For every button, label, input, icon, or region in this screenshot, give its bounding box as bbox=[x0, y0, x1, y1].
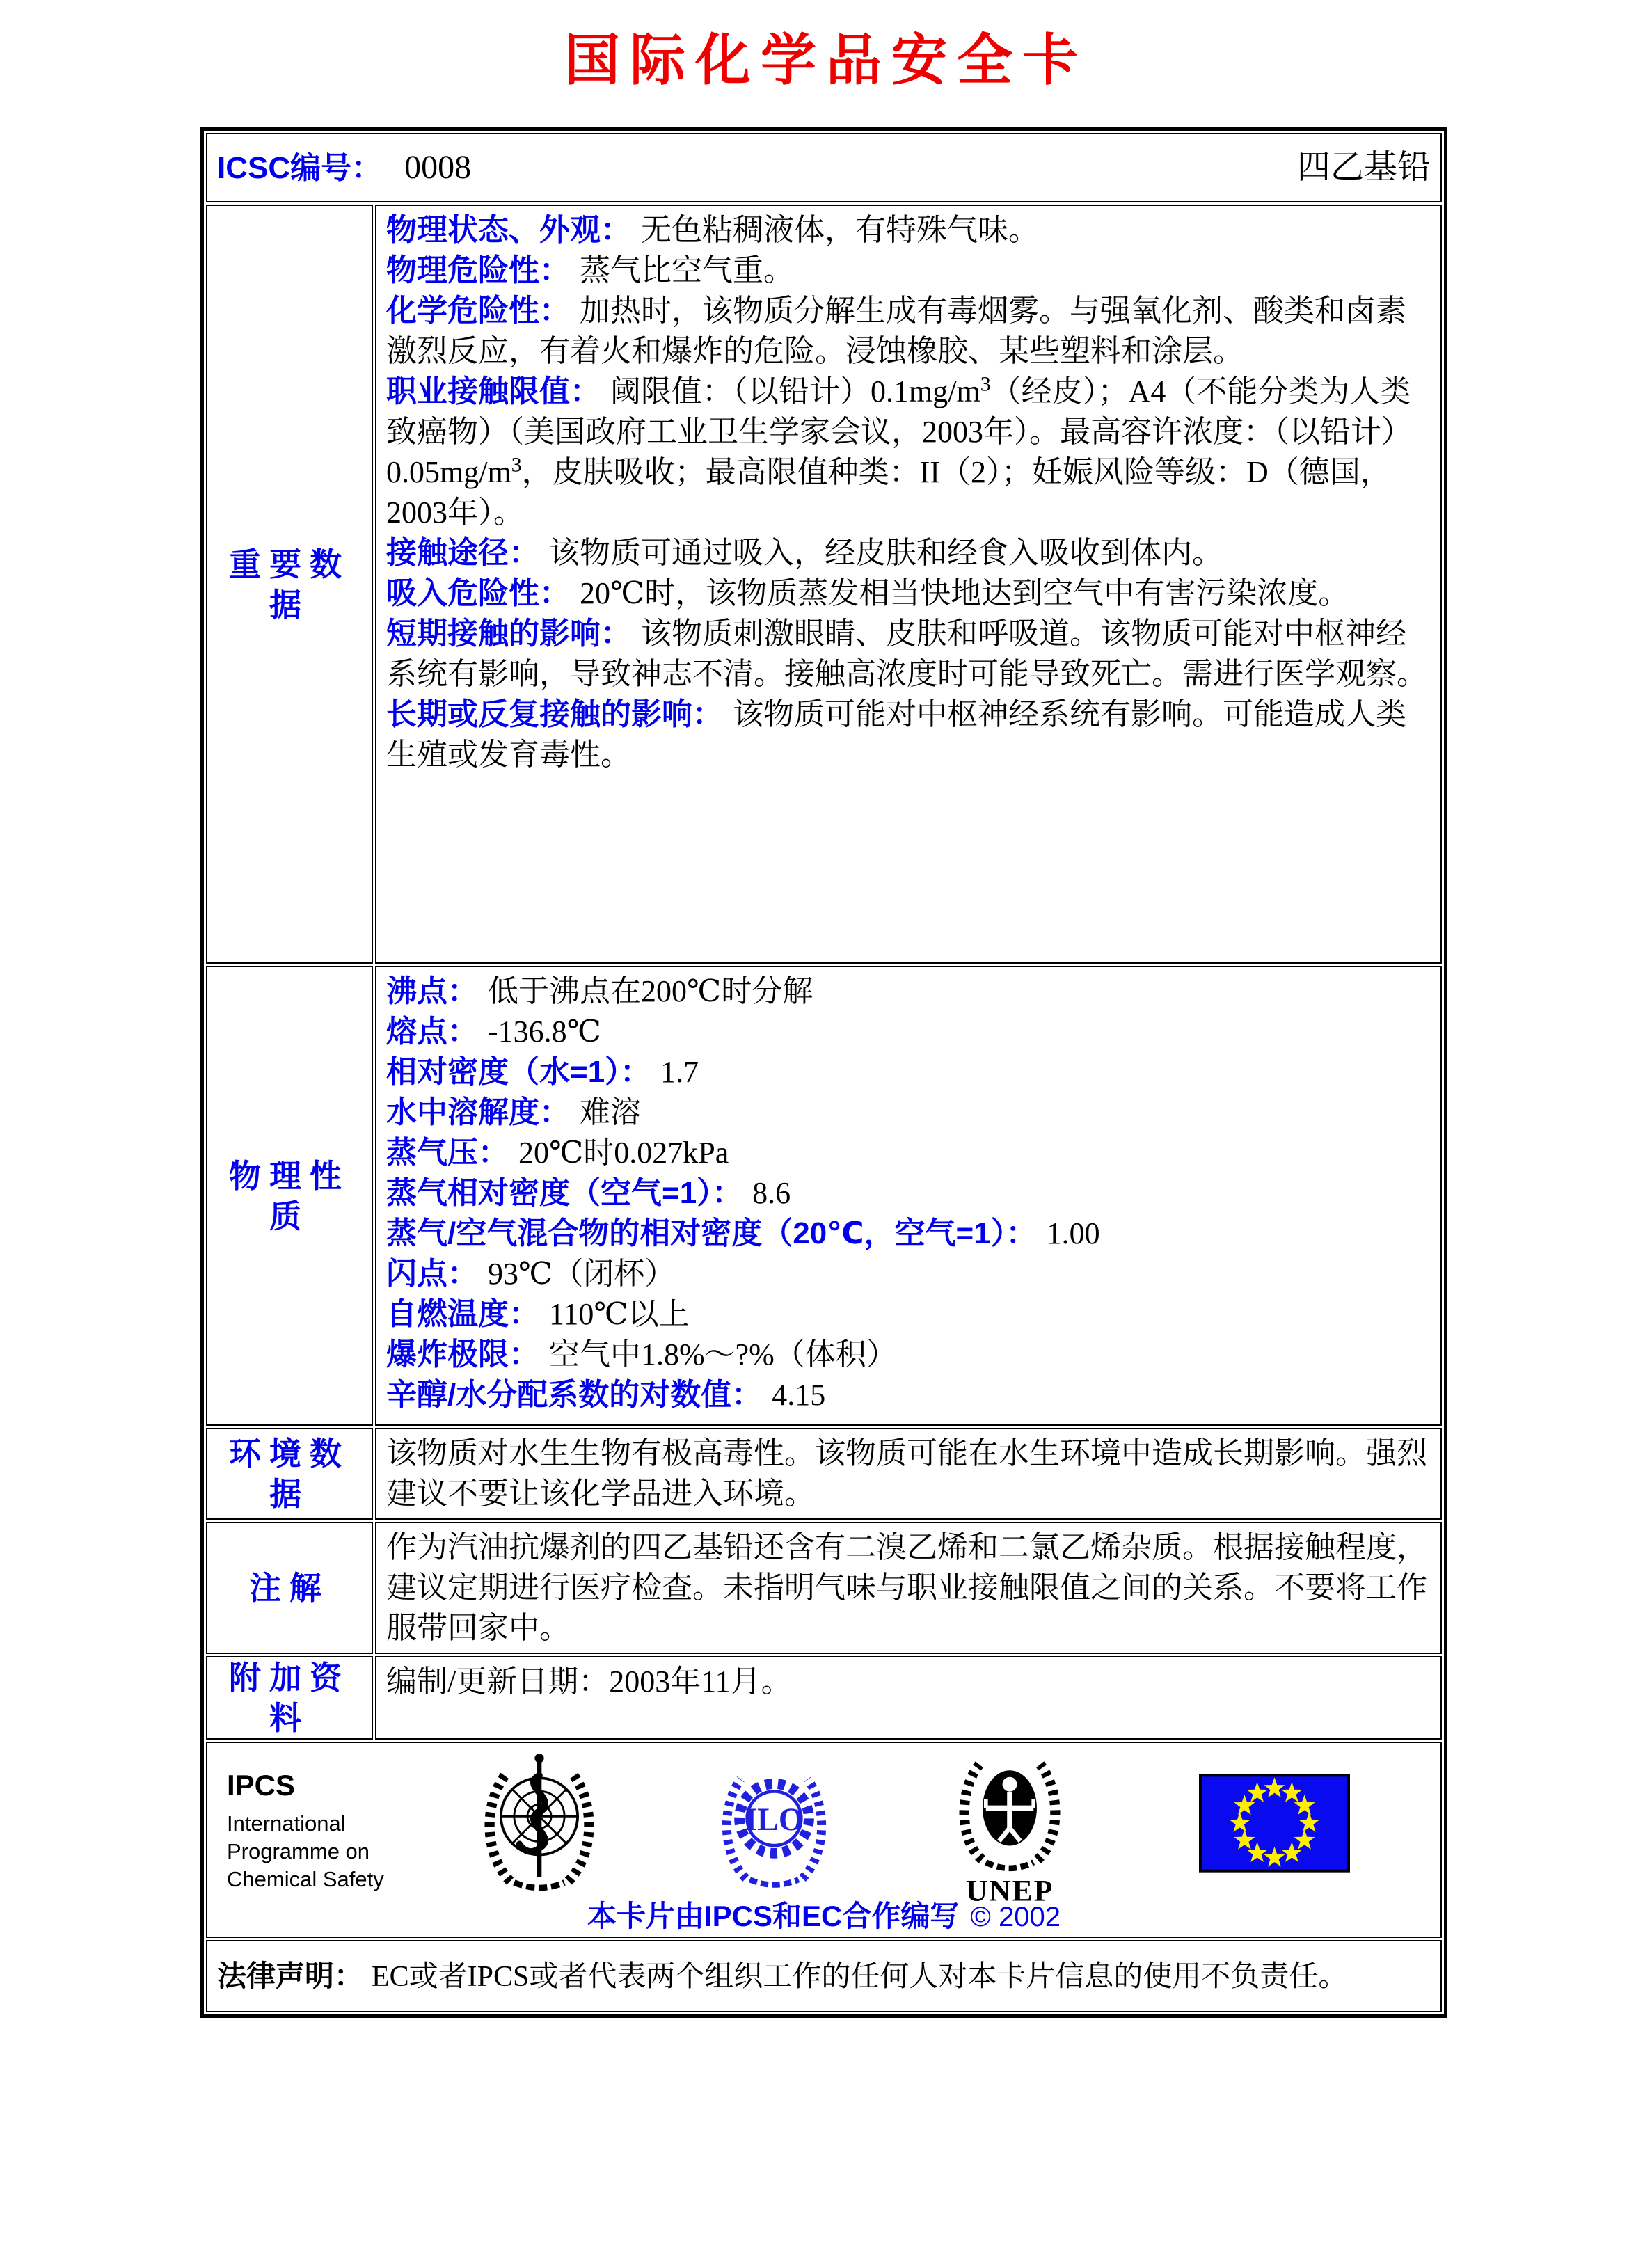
field-value: 93℃（闭杯） bbox=[488, 1257, 676, 1291]
legal-row bbox=[206, 1940, 1442, 2012]
field-value: 该物质可能对中枢神经系统有影响。可能造成人类生殖或发育毒性。 bbox=[386, 697, 1406, 772]
field-label: 吸入危险性： bbox=[386, 576, 570, 610]
field-value: 4.15 bbox=[772, 1378, 826, 1412]
field-label: 职业接触限值： bbox=[386, 374, 601, 408]
field-physical-state bbox=[386, 210, 1431, 251]
field-value: 加热时，该物质分解生成有毒烟雾。与强氧化剂、酸类和卤素激烈反应，有着火和爆炸的危险。浸蚀橡胶、某些塑料和涂层。 bbox=[386, 294, 1406, 368]
field-label: 自燃温度： bbox=[386, 1297, 539, 1331]
field-vapour-air-mixture-density bbox=[386, 1214, 1431, 1254]
ipcs-acronym: IPCS bbox=[227, 1769, 296, 1802]
field-value: -136.8℃ bbox=[488, 1015, 601, 1049]
icsc-card-table bbox=[200, 127, 1447, 2018]
field-label: 短期接触的影响： bbox=[386, 617, 631, 651]
important-data-row bbox=[206, 205, 1442, 964]
important-data-content bbox=[375, 205, 1442, 964]
field-value: 110℃以上 bbox=[549, 1297, 690, 1331]
icsc-number-value: 0008 bbox=[404, 148, 472, 186]
field-routes-of-exposure bbox=[386, 533, 1431, 573]
environmental-data-row bbox=[206, 1428, 1442, 1520]
field-value: 该物质刺激眼睛、皮肤和呼吸道。该物质可能对中枢神经系统有影响，导致神志不清。接触高浓度时可能导致死亡。需进行医学观察。 bbox=[386, 617, 1427, 691]
section-label-additional-info: 附加资料 bbox=[206, 1656, 373, 1740]
field-label: 辛醇/水分配系数的对数值： bbox=[386, 1378, 763, 1412]
ipcs-text-block bbox=[227, 1768, 384, 1893]
field-label: 相对密度（水=1）： bbox=[386, 1055, 651, 1089]
field-value: 1.7 bbox=[660, 1055, 699, 1089]
field-value: 阈限值：（以铅计）$0.1mg/m^3$（经皮）；A4（不能分类为人类致癌物）（美国政府工业卫生学家会议，2003年）。最高容许浓度：（以铅计）$0.05mg/m^3$，皮肤吸收；最高限值种类：II（2）；妊娠风险等级：D（德国，2003年）。 bbox=[386, 372, 1412, 530]
field-octanol-water-partition bbox=[386, 1375, 1431, 1415]
field-value: 2003年11月。 bbox=[609, 1664, 792, 1699]
section-label-physical-properties: 物理性质 bbox=[206, 966, 373, 1426]
field-label: 蒸气压： bbox=[386, 1136, 509, 1170]
field-label: 编制/更新日期： bbox=[386, 1664, 610, 1699]
field-update-date bbox=[386, 1662, 1431, 1702]
field-value: 1.00 bbox=[1046, 1216, 1100, 1250]
legal-notice-text: EC或者IPCS或者代表两个组织工作的任何人对本卡片信息的使用不负责任。 bbox=[372, 1960, 1348, 1993]
physical-properties-content bbox=[375, 966, 1442, 1426]
header-cell bbox=[206, 133, 1442, 202]
ipcs-line: Programme on bbox=[227, 1839, 370, 1863]
icsc-number-group bbox=[217, 148, 471, 189]
legal-notice bbox=[206, 1940, 1442, 2012]
field-label: 蒸气相对密度（空气=1）： bbox=[386, 1176, 743, 1210]
field-long-term-effects bbox=[386, 694, 1431, 775]
environmental-data-content bbox=[375, 1428, 1442, 1520]
field-occupational-exposure-limits bbox=[386, 372, 1431, 533]
field-label: 物理危险性： bbox=[386, 253, 570, 287]
field-value: 8.6 bbox=[752, 1176, 791, 1210]
field-label: 爆炸极限： bbox=[386, 1337, 539, 1372]
field-label: 化学危险性： bbox=[386, 294, 570, 328]
field-value: 难溶 bbox=[580, 1095, 641, 1129]
page-title: 国际化学品安全卡 bbox=[564, 29, 1088, 91]
field-chemical-dangers bbox=[386, 291, 1431, 372]
unep-caption: UNEP bbox=[965, 1874, 1054, 1906]
who-emblem-icon bbox=[473, 1750, 605, 1893]
additional-info-content bbox=[375, 1656, 1442, 1740]
unep-emblem-icon bbox=[944, 1747, 1076, 1906]
field-value: 20℃时，该物质蒸发相当快地达到空气中有害污染浓度。 bbox=[580, 576, 1349, 610]
field-label: 熔点： bbox=[386, 1015, 478, 1049]
additional-info-row bbox=[206, 1656, 1442, 1740]
section-label-notes: 注解 bbox=[206, 1522, 373, 1654]
field-relative-density bbox=[386, 1052, 1431, 1092]
field-label: 接触途径： bbox=[386, 536, 539, 570]
logos-row bbox=[206, 1742, 1442, 1938]
icsc-number-label: ICSC编号： bbox=[217, 150, 383, 185]
field-value: 蒸气比空气重。 bbox=[580, 253, 794, 287]
field-short-term-effects bbox=[386, 614, 1431, 694]
field-label: 长期或反复接触的影响： bbox=[386, 697, 723, 731]
field-label: 水中溶解度： bbox=[386, 1095, 570, 1129]
field-value: 无色粘稠液体，有特殊气味。 bbox=[641, 213, 1039, 247]
copyright-text: © 2002 bbox=[970, 1902, 1061, 1932]
credit-text: 本卡片由IPCS和EC合作编写 bbox=[587, 1900, 960, 1932]
ipcs-line: Chemical Safety bbox=[227, 1867, 384, 1891]
field-physical-dangers bbox=[386, 251, 1431, 291]
chemical-name: 四乙基铅 bbox=[1296, 149, 1431, 186]
field-boiling-point bbox=[386, 971, 1431, 1012]
section-label-environmental-data: 环境数据 bbox=[206, 1428, 373, 1520]
field-inhalation-risk bbox=[386, 573, 1431, 614]
field-label: 沸点： bbox=[386, 974, 478, 1008]
ipcs-line: International bbox=[227, 1811, 346, 1836]
field-vapour-pressure bbox=[386, 1133, 1431, 1173]
notes-content bbox=[375, 1522, 1442, 1654]
field-vapour-relative-density bbox=[386, 1173, 1431, 1214]
ilo-monogram: ILO bbox=[745, 1802, 804, 1838]
physical-properties-row bbox=[206, 966, 1442, 1426]
ilo-emblem-icon bbox=[710, 1750, 839, 1893]
credit-line bbox=[207, 1898, 1440, 1935]
notes-text: 作为汽油抗爆剂的四乙基铅还含有二溴乙烯和二氯乙烯杂质。根据接触程度，建议定期进行医疗检查。未指明气味与职业接触限值之间的关系。不要将工作服带回家中。 bbox=[386, 1530, 1427, 1645]
eu-flag-icon bbox=[1199, 1774, 1350, 1873]
notes-row bbox=[206, 1522, 1442, 1654]
field-autoignition-temperature bbox=[386, 1294, 1431, 1335]
field-value: 低于沸点在200℃时分解 bbox=[488, 974, 813, 1008]
field-label: 物理状态、外观： bbox=[386, 213, 631, 247]
field-melting-point bbox=[386, 1012, 1431, 1052]
field-label: 闪点： bbox=[386, 1257, 478, 1291]
legal-notice-label: 法律声明： bbox=[217, 1959, 364, 1992]
field-water-solubility bbox=[386, 1092, 1431, 1133]
section-label-important-data: 重要数据 bbox=[206, 205, 373, 964]
field-value: 20℃时0.027kPa bbox=[518, 1136, 729, 1170]
header-row bbox=[206, 133, 1442, 202]
logos-cell bbox=[206, 1742, 1442, 1938]
field-value: 该物质可通过吸入，经皮肤和经食入吸收到体内。 bbox=[549, 536, 1223, 570]
field-flash-point bbox=[386, 1254, 1431, 1294]
field-explosive-limits bbox=[386, 1335, 1431, 1375]
field-value: 空气中1.8%～?%（体积） bbox=[549, 1337, 897, 1372]
field-label: 蒸气/空气混合物的相对密度（20℃，空气=1）： bbox=[386, 1216, 1037, 1250]
environmental-data-text: 该物质对水生生物有极高毒性。该物质可能在水生环境中造成长期影响。强烈建议不要让该化学品进入环境。 bbox=[386, 1436, 1427, 1511]
